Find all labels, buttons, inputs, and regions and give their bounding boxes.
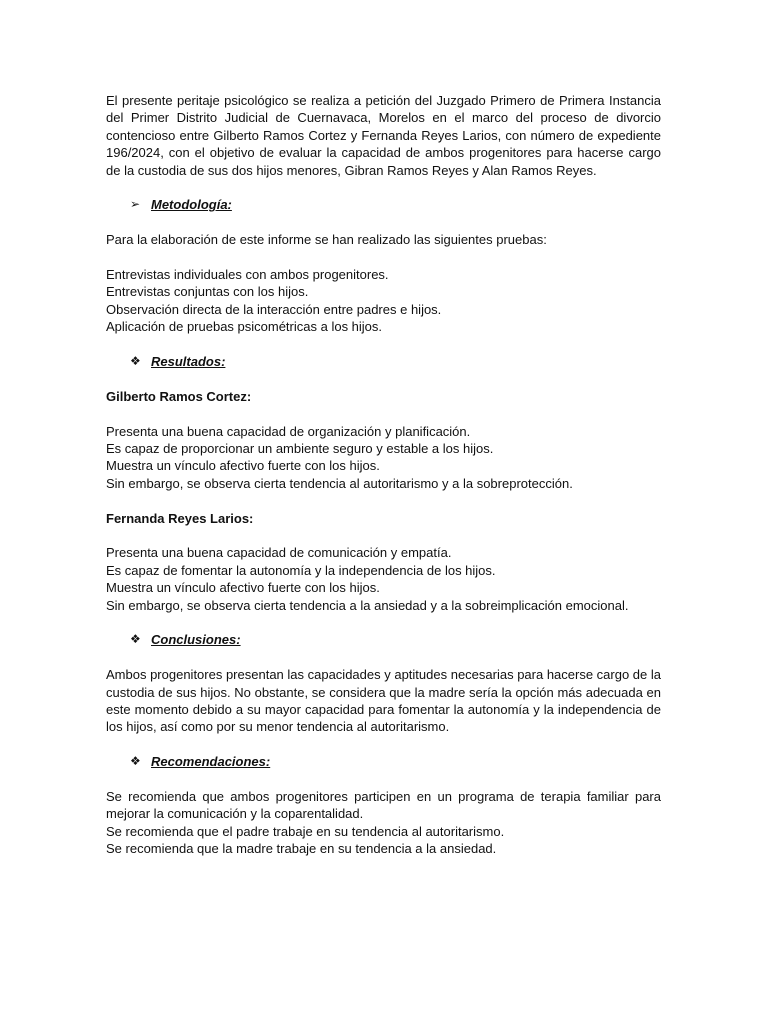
mother-name: Fernanda Reyes Larios: <box>106 510 254 526</box>
mother-results-list <box>106 544 661 614</box>
list-item: Sin embargo, se observa cierta tendencia a la ansiedad y a la sobreimplicación emocional. <box>106 597 629 613</box>
list-item: Entrevistas individuales con ambos progenitores. <box>106 267 389 282</box>
results-heading-label: Resultados: <box>151 354 226 370</box>
list-item: Se recomienda que ambos progenitores participen en un programa de terapia familiar para mejorar la comunicación y la coparentalidad. <box>106 789 661 822</box>
conclusions-paragraph: Ambos progenitores presentan las capacidades y aptitudes necesarias para hacerse cargo de la custodia de sus hijos. No obstante, se considera que la madre sería la opción más adecuada en este momento debido a su mayor capacidad para fomentar la autonomía y la independencia de los hijos, así como por su menor tendencia al autoritarismo. <box>106 667 662 735</box>
list-item: Es capaz de proporcionar un ambiente seguro y estable a los hijos. <box>106 441 494 456</box>
conclusions-heading <box>106 631 661 648</box>
father-results-list <box>106 423 661 493</box>
diamond-bullet-icon: ❖ <box>130 632 141 647</box>
list-item: Presenta una buena capacidad de comunicación y empatía. <box>106 545 452 561</box>
list-item: Se recomienda que la madre trabaje en su tendencia a la ansiedad. <box>106 841 497 857</box>
results-heading <box>106 353 661 370</box>
recommendations-heading-label: Recomendaciones: <box>151 754 271 770</box>
document-page <box>106 92 661 858</box>
arrow-bullet-icon: ➢ <box>130 197 141 212</box>
methodology-heading <box>106 196 661 213</box>
list-item: Muestra un vínculo afectivo fuerte con los hijos. <box>106 458 380 474</box>
methodology-heading-label: Metodología: <box>151 197 232 213</box>
list-item: Se recomienda que el padre trabaje en su tendencia al autoritarismo. <box>106 823 505 839</box>
list-item: Aplicación de pruebas psicométricas a los hijos. <box>106 319 383 335</box>
diamond-bullet-icon: ❖ <box>130 754 141 769</box>
list-item: Presenta una buena capacidad de organización y planificación. <box>106 423 471 439</box>
father-name: Gilberto Ramos Cortez: <box>106 388 252 404</box>
recommendations-list <box>106 788 661 858</box>
intro-paragraph: El presente peritaje psicológico se realiza a petición del Juzgado Primero de Primera Instancia del Primer Distrito Judicial de Cuernavaca, Morelos en el marco del proceso de divorcio contencioso entre Gilberto Ramos Cortez y Fernanda Reyes Larios, con número de expediente 196/2024, con el objetivo de evaluar la capacidad de ambos progenitores para hacerse cargo de la custodia de sus dos hijos menores, Gibran Ramos Reyes y Alan Ramos Reyes. <box>106 93 661 178</box>
methodology-lead: Para la elaboración de este informe se han realizado las siguientes pruebas: <box>106 232 547 248</box>
recommendations-heading <box>106 753 661 770</box>
methodology-list <box>106 266 661 336</box>
list-item: Observación directa de la interacción entre padres e hijos. <box>106 301 442 317</box>
list-item: Es capaz de fomentar la autonomía y la independencia de los hijos. <box>106 562 496 578</box>
list-item: Entrevistas conjuntas con los hijos. <box>106 284 309 300</box>
list-item: Muestra un vínculo afectivo fuerte con los hijos. <box>106 580 380 596</box>
conclusions-heading-label: Conclusiones: <box>151 632 241 648</box>
list-item: Sin embargo, se observa cierta tendencia al autoritarismo y a la sobreprotección. <box>106 475 573 491</box>
diamond-bullet-icon: ❖ <box>130 354 141 369</box>
